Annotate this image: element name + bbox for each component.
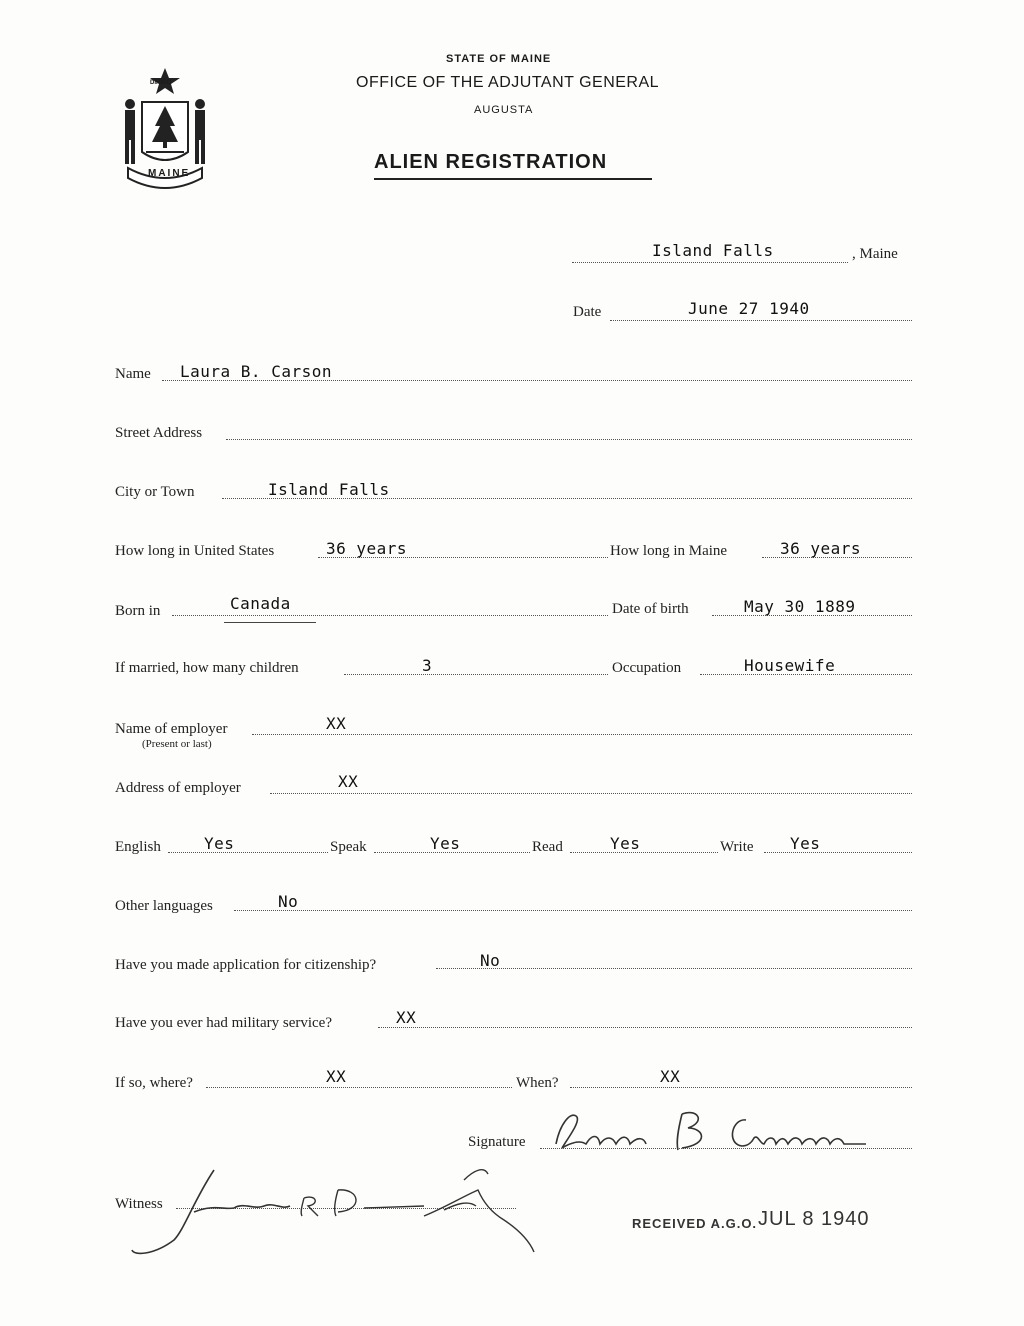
occupation-label: Occupation — [612, 660, 682, 676]
header-state: STATE OF MAINE — [446, 53, 552, 65]
employer-address-value: XX — [338, 772, 359, 791]
where-value: XX — [326, 1067, 347, 1086]
citizenship-line — [436, 968, 912, 969]
employer-line — [252, 734, 912, 735]
title-underline — [374, 178, 652, 180]
citizenship-label: Have you made application for citizenship? — [115, 957, 377, 973]
street-label: Street Address — [115, 425, 203, 441]
occupation-value: Housewife — [744, 656, 836, 675]
english-label: English — [115, 839, 161, 855]
received-stamp-date: JUL 8 1940 — [758, 1208, 870, 1230]
read-value: Yes — [610, 834, 641, 853]
speak-value: Yes — [430, 834, 461, 853]
military-line — [378, 1027, 912, 1028]
date-line — [610, 320, 912, 321]
write-line — [764, 852, 912, 853]
form-title: ALIEN REGISTRATION — [374, 151, 608, 173]
when-value: XX — [660, 1067, 681, 1086]
born-in-value: Canada — [230, 594, 291, 613]
read-line — [570, 852, 718, 853]
header-office: OFFICE OF THE ADJUTANT GENERAL — [356, 74, 660, 91]
military-value: XX — [396, 1008, 417, 1027]
military-label: Have you ever had military service? — [115, 1015, 332, 1031]
other-languages-label: Other languages — [115, 898, 213, 914]
english-line — [168, 852, 328, 853]
date-label: Date — [573, 304, 602, 320]
where-line — [206, 1087, 512, 1088]
children-label: If married, how many children — [115, 660, 299, 676]
city-value: Island Falls — [268, 480, 390, 499]
employer-sublabel: (Present or last) — [142, 738, 212, 750]
born-in-line — [172, 615, 608, 616]
header-city: AUGUSTA — [474, 104, 534, 116]
signature-handwriting — [546, 1104, 886, 1164]
english-value: Yes — [204, 834, 235, 853]
children-value: 3 — [422, 656, 433, 675]
witness-label: Witness — [115, 1196, 163, 1212]
received-stamp: RECEIVED A.G.O. — [632, 1216, 758, 1231]
seal-text: MAINE — [148, 168, 191, 179]
us-duration-label: How long in United States — [115, 543, 275, 559]
name-label: Name — [115, 366, 151, 382]
employer-value: XX — [326, 714, 347, 733]
children-line — [344, 674, 608, 675]
where-label: If so, where? — [115, 1075, 193, 1091]
read-label: Read — [532, 839, 563, 855]
other-languages-line — [234, 910, 912, 911]
write-label: Write — [720, 839, 754, 855]
date-value: June 27 1940 — [688, 299, 810, 318]
born-in-underline — [224, 622, 316, 623]
employer-address-label: Address of employer — [115, 780, 241, 796]
other-languages-value: No — [278, 892, 299, 911]
place-suffix: , Maine — [852, 246, 898, 262]
maine-duration-label: How long in Maine — [610, 543, 728, 559]
born-in-label: Born in — [115, 603, 161, 619]
city-label: City or Town — [115, 484, 195, 500]
place-town: Island Falls — [652, 241, 774, 260]
write-value: Yes — [790, 834, 821, 853]
state-seal — [110, 64, 220, 194]
speak-label: Speak — [330, 839, 367, 855]
employer-label: Name of employer — [115, 721, 228, 737]
citizenship-value: No — [480, 951, 501, 970]
street-line — [226, 439, 912, 440]
seal-motto: DIRIGO — [150, 80, 172, 86]
maine-duration-value: 36 years — [780, 539, 862, 558]
signature-label: Signature — [468, 1134, 526, 1150]
place-line — [572, 262, 848, 263]
when-line — [570, 1087, 912, 1088]
witness-handwriting — [124, 1160, 544, 1270]
dob-value: May 30 1889 — [744, 597, 856, 616]
when-label: When? — [516, 1075, 559, 1091]
dob-label: Date of birth — [612, 601, 689, 617]
employer-address-line — [270, 793, 912, 794]
name-value: Laura B. Carson — [180, 362, 332, 381]
us-duration-value: 36 years — [326, 539, 408, 558]
